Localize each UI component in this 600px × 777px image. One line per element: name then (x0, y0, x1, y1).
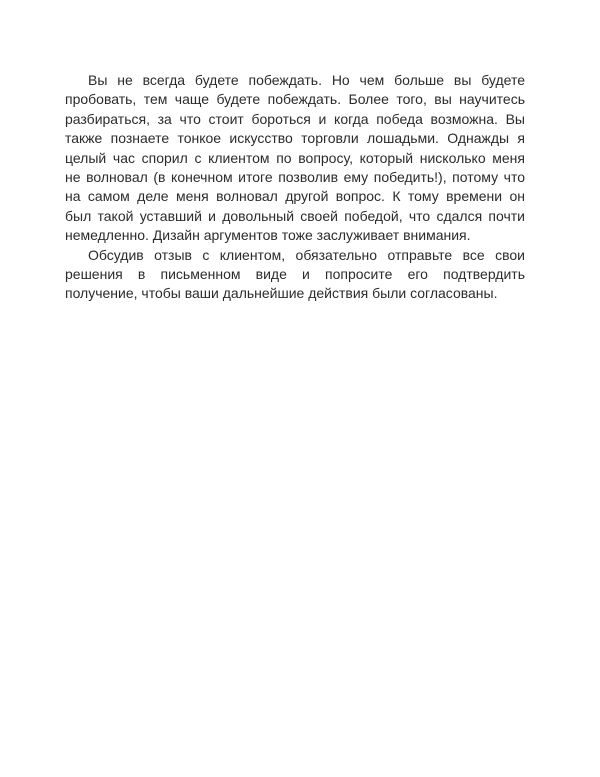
text-line: пробовать, тем чаще будете побеждать. Более того, вы научитесь (65, 91, 525, 108)
text-line: решения в письменном виде и попросите его подтвердить (65, 266, 525, 283)
paragraph (65, 71, 525, 246)
text-line: Вы не всегда будете побеждать. Но чем больше вы будете (88, 72, 525, 88)
text-line: получение, чтобы ваши дальнейшие действия были согласованы. (65, 285, 498, 302)
paragraph (65, 246, 525, 304)
text-line: немедленно. Дизайн аргументов тоже заслуживает внимания. (65, 227, 471, 244)
text-line: разбираться, за что стоит бороться и когда победа возможна. Вы (65, 110, 525, 127)
text-line: целый час спорил с клиентом по вопросу, который нисколько меня (65, 149, 525, 166)
text-line: также познаете тонкое искусство торговли лошадьми. Однажды я (65, 130, 525, 147)
text-line: был такой уставший и довольный своей победой, что сдался почти (65, 207, 525, 224)
text-line: Обсудив отзыв с клиентом, обязательно отправьте все свои (88, 246, 525, 263)
text-line: не волновал (в конечном итоге позволив ему победить!), потому что (65, 169, 525, 186)
text-line: на самом деле меня волновал другой вопрос. К тому времени он (65, 188, 525, 205)
page-text (65, 71, 525, 304)
